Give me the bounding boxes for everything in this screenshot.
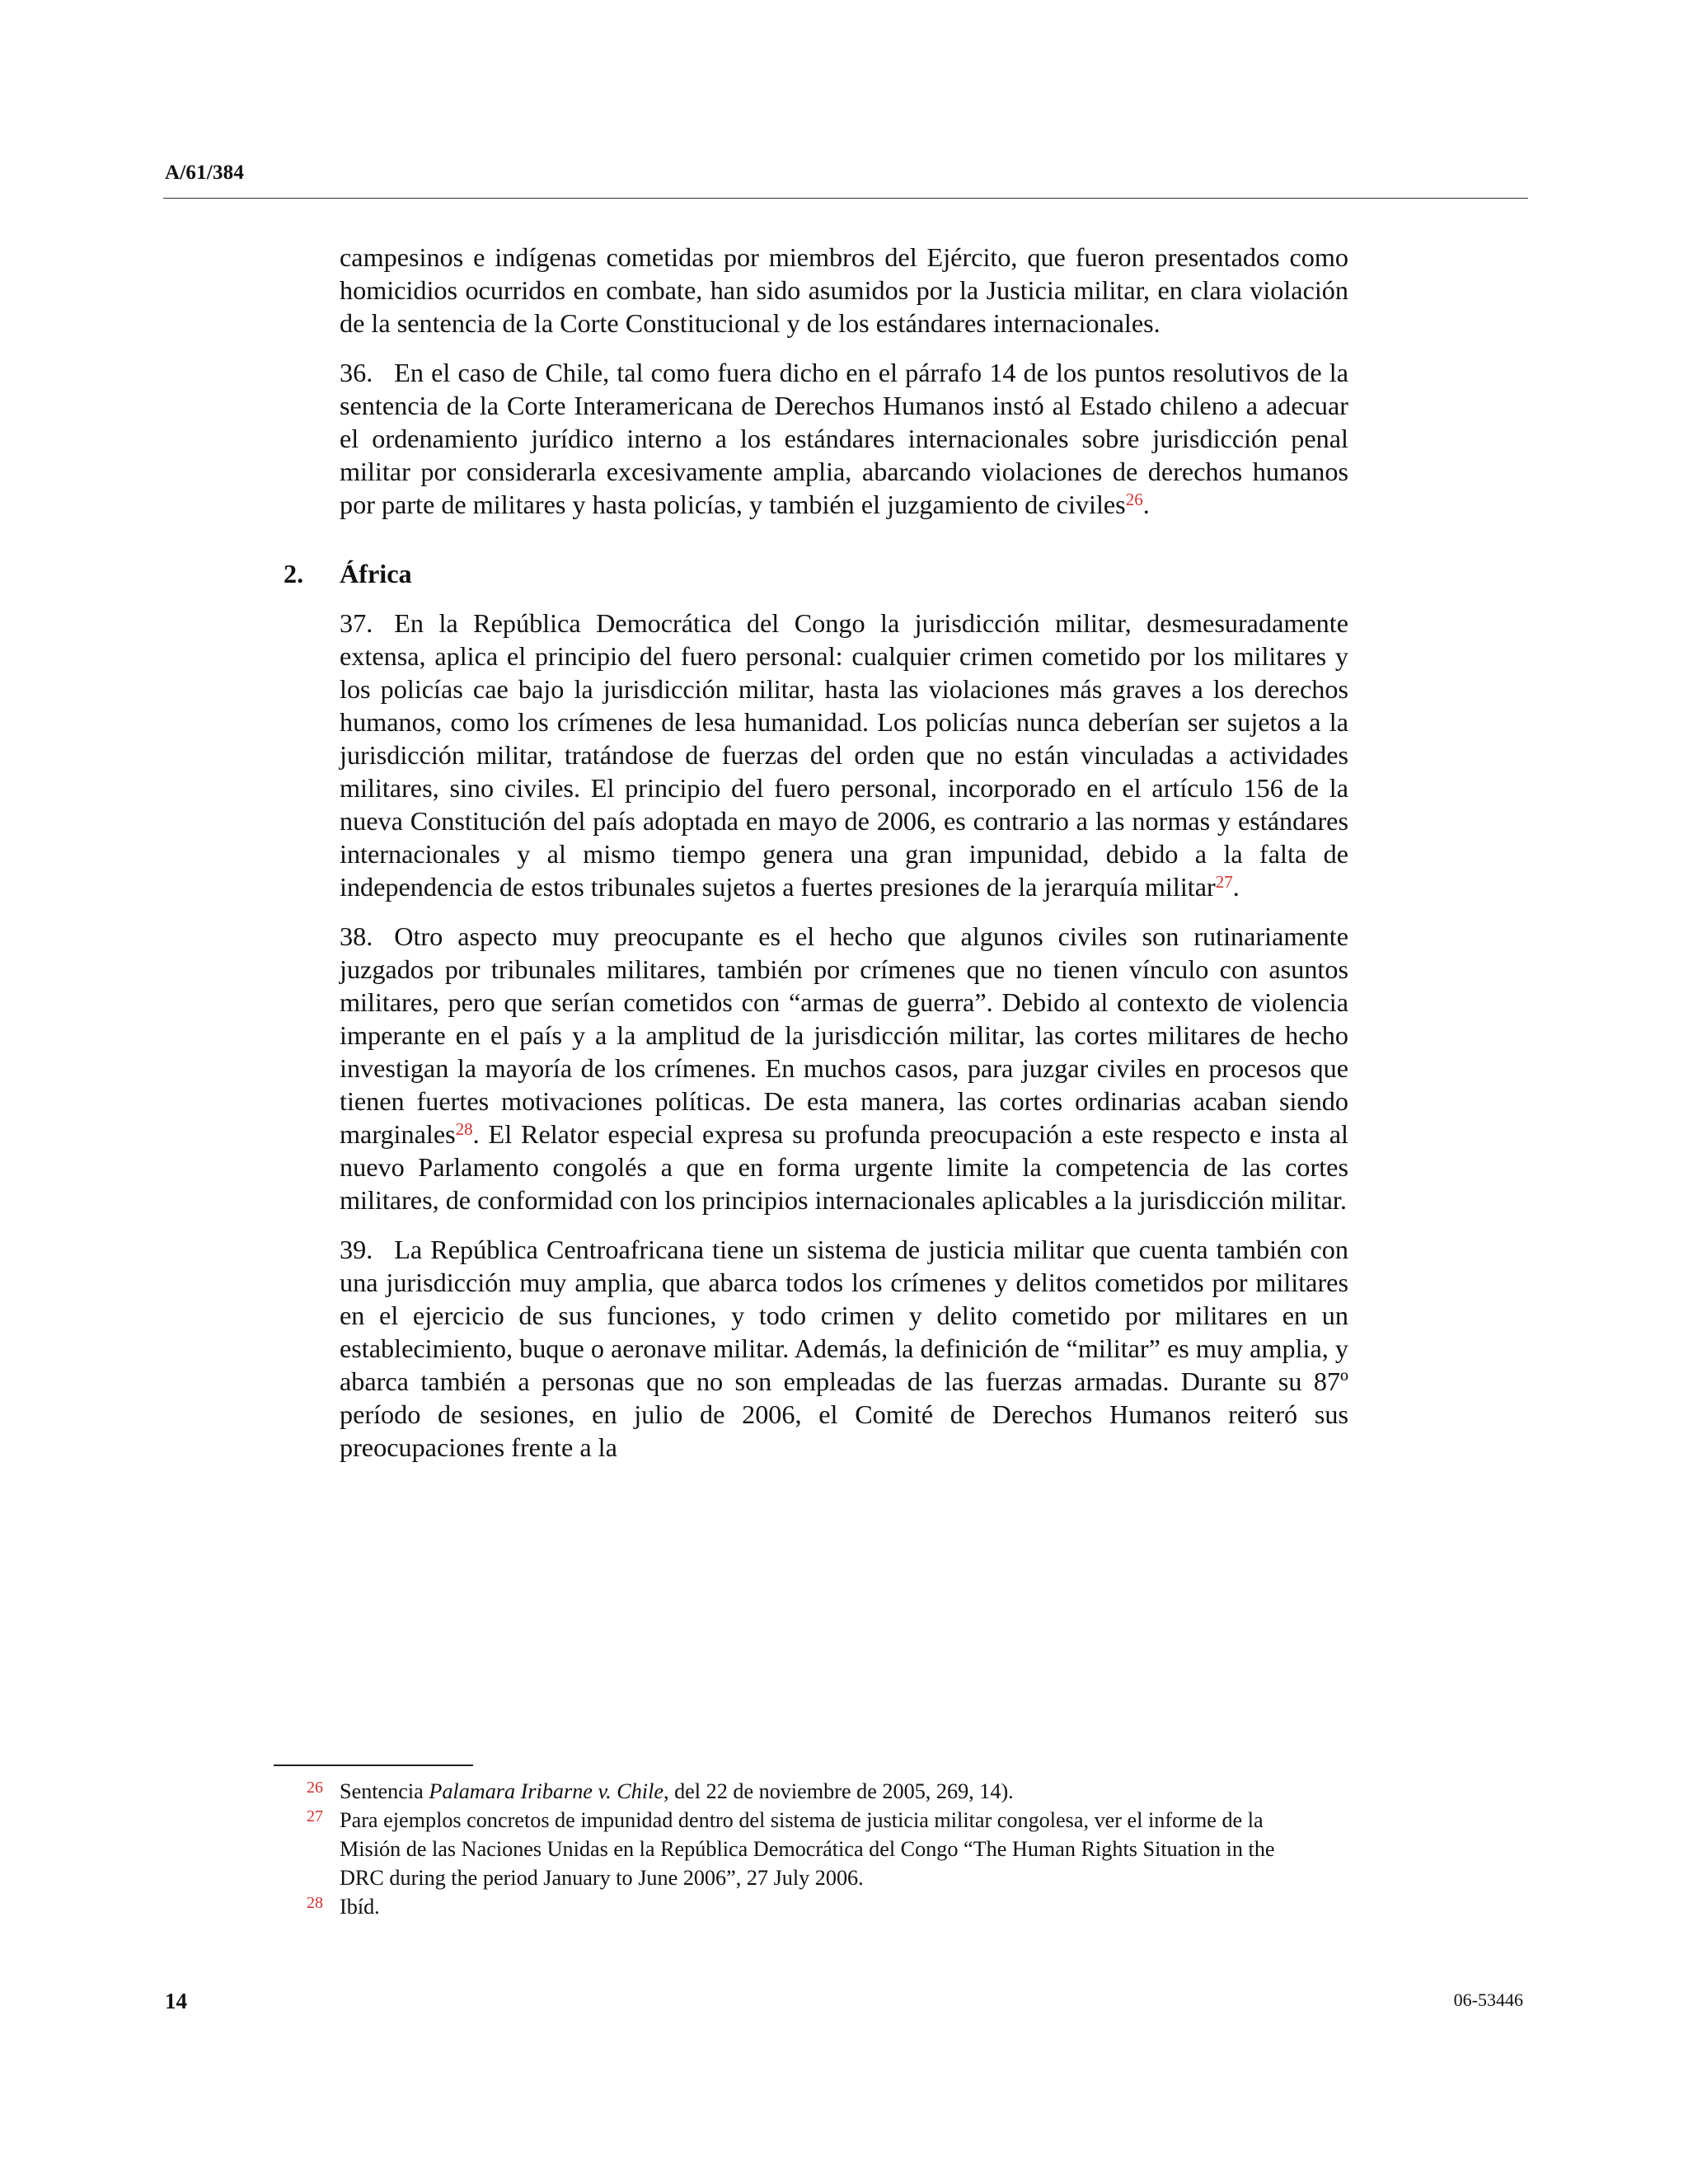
- paragraph-38: [340, 920, 1348, 1216]
- paragraph-text: En el caso de Chile, tal como fuera dicho en el párrafo 14 de los puntos resolutivos de la sentencia de la Corte Interamericana de Derechos Humanos instó al Estado chileno a adecuar el ordenamiento jurídico interno a los estándares internacionales sobre jurisdicción penal militar por considerarla excesivamente amplia, abarcando violaciones de derechos humanos por parte de militares y hasta policías, y también el juzgamiento de civiles: [340, 358, 1348, 519]
- footnote-reference-26[interactable]: 26: [1125, 490, 1143, 509]
- paragraph-number: 36.: [340, 358, 373, 387]
- paragraph-text: La República Centroafricana tiene un sistema de justicia militar que cuenta también con una jurisdicción muy amplia, que abarca todos los crímenes y delitos cometidos por militares en el ejercicio de sus funciones, y todo crimen y delito cometido por militares en un establecimiento, buque o aeronave militar. Además, la definición de “militar” es muy amplia, y abarca también a personas que no son empleadas de las fuerzas armadas. Durante su 87º período de sesiones, en julio de 2006, el Comité de Derechos Humanos reiteró sus preocupaciones frente a la: [340, 1235, 1348, 1462]
- document-number: 06-53446: [1453, 1990, 1523, 2010]
- section-title: África: [340, 559, 412, 588]
- section-number: 2.: [284, 559, 304, 588]
- footnote-reference-27[interactable]: 27: [1215, 872, 1233, 892]
- paragraph-text: En la República Democrática del Congo la jurisdicción militar, desmesuradamente extensa, aplica el principio del fuero personal: cualquier crimen cometido por los militares y los policías cae bajo la jurisdicción militar, hasta las violaciones más graves a los derechos humanos, como los crímenes de lesa humanidad. Los policías nunca deberían ser sujetos a la jurisdicción militar, tratándose de fuerzas del orden que no están vinculadas a actividades militares, sino civiles. El principio del fuero personal, incorporado en el artículo 156 de la nueva Constitución del país adoptada en mayo de 2006, es contrario a las normas y estándares internacionales y al mismo tiempo genera una gran impunidad, debido a la falta de independencia de estos tribunales sujetos a fuertes presiones de la jerarquía militar: [340, 608, 1348, 902]
- paragraph-end: .: [1232, 872, 1240, 902]
- header-rule: [163, 198, 1528, 199]
- footnote-27: [307, 1806, 1320, 1892]
- footnote-text: , del 22 de noviembre de 2005, 269, 14).: [663, 1779, 1014, 1803]
- page-number: 14: [165, 1989, 187, 2013]
- paragraph-text: Otro aspecto muy preocupante es el hecho que algunos civiles son rutinariamente juzgados por tribunales militares, también por crímenes que no tienen vínculo con asuntos militares, pero que serían cometidos con “armas de guerra”. Debido al contexto de violencia imperante en el país y a la amplitud de la jurisdicción militar, las cortes militares de hecho investigan la mayoría de los crímenes. En muchos casos, para juzgar civiles en procesos que tienen fuertes motivaciones políticas. De esta manera, las cortes ordinarias acaban siendo marginales: [340, 921, 1348, 1149]
- paragraph-text: campesinos e indígenas cometidas por miembros del Ejército, que fueron presentados como homicidios ocurridos en combate, han sido asumidos por la Justicia militar, en clara violación de la sentencia de la Corte Constitucional y de los estándares internacionales.: [340, 242, 1348, 338]
- paragraph-37: [340, 607, 1348, 903]
- footnote-number: 27: [307, 1807, 323, 1825]
- footnote-number: 26: [307, 1779, 323, 1797]
- footnote-28: [307, 1892, 1320, 1921]
- footnote-26: [307, 1777, 1320, 1806]
- paragraph-number: 38.: [340, 921, 373, 951]
- document-symbol: A/61/384: [165, 162, 245, 184]
- footnote-text: Ibíd.: [340, 1895, 380, 1919]
- paragraph-number: 37.: [340, 608, 373, 638]
- footnote-separator: [274, 1765, 473, 1766]
- paragraph-39: [340, 1233, 1348, 1464]
- paragraph-end: .: [1142, 490, 1150, 519]
- footnote-text: Sentencia: [340, 1779, 429, 1803]
- paragraph-number: 39.: [340, 1235, 373, 1264]
- case-name: Palamara Iribarne v. Chile: [429, 1779, 663, 1803]
- footnote-text: Para ejemplos concretos de impunidad dentro del sistema de justicia militar congolesa, ver el informe de la Misión de las Naciones Unidas en la República Democrática del Congo “The Human Rights Situation in the DRC during the period January to June 2006”, 27 July 2006.: [340, 1808, 1275, 1890]
- paragraph-36: [340, 356, 1348, 521]
- footnote-reference-28[interactable]: 28: [455, 1119, 473, 1139]
- footnote-number: 28: [307, 1894, 323, 1912]
- paragraph-continuation: [340, 241, 1348, 340]
- paragraph-text: . El Relator especial expresa su profunda preocupación a este respecto e insta al nuevo Parlamento congolés a que en forma urgente limite la competencia de las cortes militares, de conformidad con los principios internacionales aplicables a la jurisdicción militar.: [340, 1119, 1348, 1215]
- main-body: [284, 241, 1348, 1480]
- section-heading: [284, 557, 1348, 590]
- footnotes: [307, 1777, 1320, 1921]
